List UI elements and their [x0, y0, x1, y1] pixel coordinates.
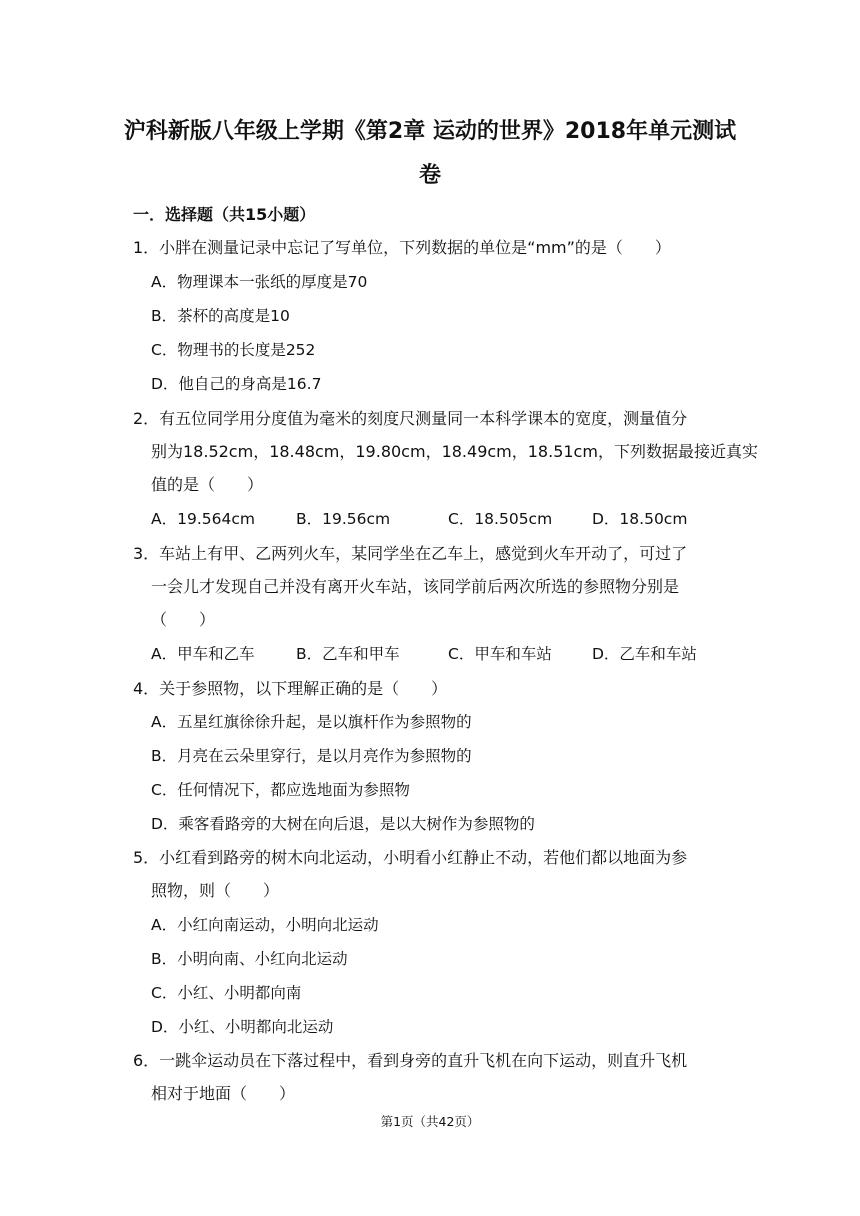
section-heading: 一．选择题（共15小题） — [133, 205, 316, 224]
question-1-option-c: C．物理书的长度是252 — [151, 341, 316, 359]
question-1-stem: 1．小胖在测量记录中忘记了写单位，下列数据的单位是“mm”的是（ ） — [133, 238, 671, 257]
question-2-option-b: B．19.56cm — [296, 510, 391, 528]
question-5-option-b: B．小明向南、小红向北运动 — [151, 950, 348, 968]
question-3-option-b: B．乙车和甲车 — [296, 645, 400, 663]
question-3-option-d: D．乙车和车站 — [592, 645, 697, 663]
question-6-stem-line-2: 相对于地面（ ） — [151, 1084, 296, 1103]
question-1-option-a: A．物理课本一张纸的厚度是70 — [151, 273, 368, 291]
question-5-option-a: A．小红向南运动，小明向北运动 — [151, 916, 379, 934]
document-title-line-2: 卷 — [418, 163, 441, 188]
document-title-line-1: 沪科新版八年级上学期《第2章 运动的世界》2018年单元测试 — [123, 119, 737, 144]
page-footer: 第1页（共42页） — [380, 1114, 480, 1129]
question-3-option-c: C．甲车和车站 — [448, 645, 552, 663]
question-2-option-a: A．19.564cm — [151, 510, 255, 528]
question-5-option-c: C．小红、小明都向南 — [151, 984, 302, 1002]
question-1-option-b: B．茶杯的高度是10 — [151, 307, 290, 325]
question-6-stem-line-1: 6．一跳伞运动员在下落过程中，看到身旁的直升飞机在向下运动，则直升飞机 — [133, 1051, 688, 1070]
question-2-option-d: D．18.50cm — [592, 510, 688, 528]
question-4-option-a: A．五星红旗徐徐升起，是以旗杆作为参照物的 — [151, 713, 472, 731]
question-3-stem-line-3: （ ） — [151, 610, 216, 629]
question-4-option-c: C．任何情况下，都应选地面为参照物 — [151, 781, 410, 799]
question-3-stem-line-1: 3．车站上有甲、乙两列火车，某同学坐在乙车上，感觉到火车开动了，可过了 — [133, 544, 688, 563]
question-3-stem-line-2: 一会儿才发现自己并没有离开火车站，该同学前后两次所选的参照物分别是 — [151, 577, 680, 596]
question-3-option-a: A．甲车和乙车 — [151, 645, 255, 663]
question-4-stem: 4．关于参照物，以下理解正确的是（ ） — [133, 679, 448, 698]
question-4-option-d: D．乘客看路旁的大树在向后退，是以大树作为参照物的 — [151, 815, 535, 833]
question-2-stem-line-1: 2．有五位同学用分度值为毫米的刻度尺测量同一本科学课本的宽度，测量值分 — [133, 409, 688, 428]
question-5-stem-line-2: 照物，则（ ） — [151, 881, 280, 900]
question-4-option-b: B．月亮在云朵里穿行，是以月亮作为参照物的 — [151, 747, 472, 765]
question-2-options — [151, 507, 751, 531]
question-1-option-d: D．他自己的身高是16.7 — [151, 375, 322, 393]
question-3-options — [151, 642, 751, 666]
question-5-stem-line-1: 5．小红看到路旁的树木向北运动，小明看小红静止不动，若他们都以地面为参 — [133, 848, 688, 867]
question-5-option-d: D．小红、小明都向北运动 — [151, 1018, 334, 1036]
question-2-stem-line-3: 值的是（ ） — [151, 475, 264, 494]
question-2-option-c: C．18.505cm — [448, 510, 553, 528]
question-2-stem-line-2: 别为18.52cm，18.48cm，19.80cm，18.49cm，18.51cm，下列数据最接近真实 — [151, 442, 758, 461]
